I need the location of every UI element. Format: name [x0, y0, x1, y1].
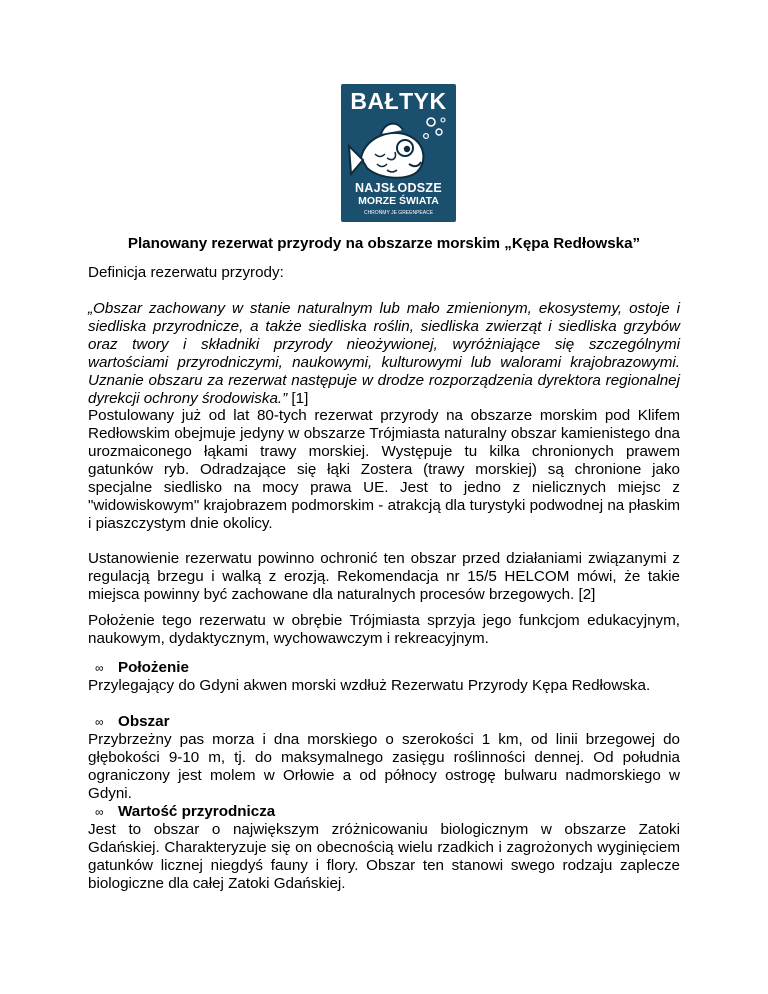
- logo-slogan-line-2: MORZE ŚWIATA: [358, 195, 439, 207]
- definition-quote-text: „Obszar zachowany w stanie naturalnym lub mało zmienionym, ekosystemy, ostoje i siedliska przyrodnicze, a także siedliska roślin, siedliska zwierząt i siedliska grzybów oraz twory i składniki przyrody nieożywionej, wyróżniające się szczególnymi wartościami przyrodniczymi, naukowymi, kulturowymi lub walorami krajobrazowymi. Uznanie obszaru za rezerwat następuje w drodze rozporządzenia dyrektora regionalnej dyrekcji ochrony środowiska.”: [88, 300, 680, 407]
- bullet-icon: ∞: [95, 805, 104, 819]
- bullet-icon: ∞: [95, 715, 104, 729]
- paragraph-protection: Ustanowienie rezerwatu powinno ochronić ten obszar przed działaniami związanymi z regulacją brzegu i walką z erozją. Rekomendacja nr 15/5 HELCOM mówi, że takie miejsca powinny być zachowane dla naturalnych procesów brzegowych. [2]: [88, 550, 680, 603]
- definition-reference: [1]: [287, 390, 309, 407]
- definition-quote: [88, 300, 680, 408]
- section-body-area: Przybrzeżny pas morza i dna morskiego o szerokości 1 km, od linii brzegowej do głębokości 9-10 m, tj. do maksymalnego zasięgu roślinności dennej. Od południa ograniczony jest molem w Orłowie a od północy ostrogę bulwaru nadmorskiego w Gdyni.: [88, 731, 680, 802]
- logo-title: BAŁTYK: [350, 88, 447, 114]
- section-heading-natural-value: [88, 803, 680, 821]
- section-heading-text: Położenie: [118, 659, 189, 676]
- section-heading-text: Obszar: [118, 713, 170, 730]
- paragraph-location-function: Położenie tego rezerwatu w obrębie Trójmiasta sprzyja jego funkcjom edukacyjnym, naukowym, dydaktycznym, wychowawczym i rekreacyjnym.: [88, 612, 680, 647]
- paragraph-history: Postulowany już od lat 80-tych rezerwat przyrody na obszarze morskim pod Klifem Redłowskim obejmuje jedyny w obszarze Trójmiasta naturalny obszar kamienistego dna urozmaiconego łąkami trawy morskiej. Występuje tu kilka chronionych prawem gatunków ryb. Odradzające się łąki Zostera (trawy morskiej) są chronione jako specjalne siedlisko na mocy prawa UE. Jest to jedno z nielicznych miejsc z "widowiskowym" krajobrazem podmorskim - atrakcją dla turystyki podwodnej na płaskim i piaszczystym dnie okolicy.: [88, 407, 680, 532]
- logo-slogan-line-1: NAJSŁODSZE: [354, 181, 443, 195]
- baltyk-logo: [341, 84, 456, 222]
- section-heading-location: [88, 659, 680, 677]
- section-heading-area: [88, 713, 680, 731]
- bullet-icon: ∞: [95, 661, 104, 675]
- section-body-location: Przylegający do Gdyni akwen morski wzdłuż Rezerwatu Przyrody Kępa Redłowska.: [88, 677, 651, 694]
- logo-slogan-line-3: CHROŃMY JE GREENPEACE: [363, 210, 434, 216]
- fish-icon: [347, 112, 450, 182]
- document-title: Planowany rezerwat przyrody na obszarze morskim „Kępa Redłowska”: [127, 235, 641, 252]
- section-body-natural-value: Jest to obszar o największym zróżnicowaniu biologicznym w obszarze Zatoki Gdańskiej. Charakteryzuje się on obecnością wielu rzadkich i zagrożonych wyginięciem gatunków licznej niegdyś fauny i flory. Obszar ten stanowi swego rodzaju zaplecze biologiczne dla całej Zatoki Gdańskiej.: [88, 821, 680, 892]
- definition-label: Definicja rezerwatu przyrody:: [88, 264, 284, 281]
- section-heading-text: Wartość przyrodnicza: [118, 803, 276, 820]
